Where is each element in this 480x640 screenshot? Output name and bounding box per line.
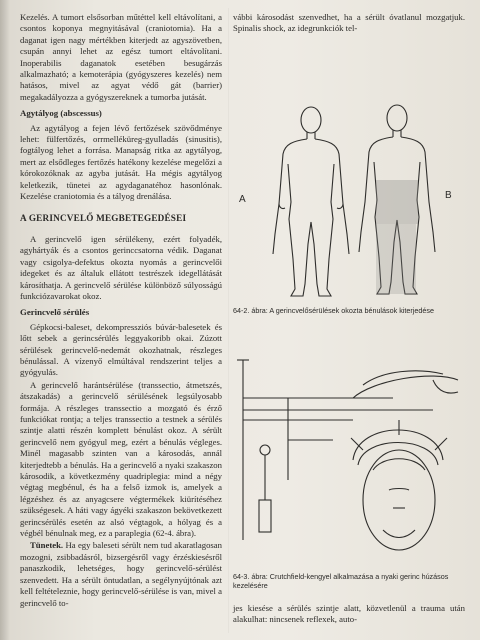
page-fold-shadow — [0, 0, 10, 640]
tunetek-text: Ha egy baleseti sérült nem tud akaratlagosan mozogni, zsibbadásról, bizsergésről vagy érzéskiesésről panaszkodik, lehetséges, hogy gerincvelő-sérülést szenvedett. Ha a sérült öntudatlan, a segélynyújtónak azt kell feltételeznie, hogy gerincvelő-sérülése is van, mivel a gerincvelő to- — [20, 540, 222, 608]
paragraph-right-bottom: jes kiesése a sérülés szintje alatt, közvetlenül a trauma után alakulhat: nincsenek reflexek, auto- — [233, 603, 465, 625]
paragraph-serules-1: Gépkocsi-baleset, dekompressziós búvár-balesetek és lőtt sebek a gerincsérülés leggyakoribb okai. Zúzott sérülések gerincvelő-nedemát okozhatnak, részleges bénulással. A vízenyő elmúltával rendszerint teljes a gyógyulás. — [20, 321, 222, 378]
traction-illustration — [233, 340, 465, 570]
paragraph-gerincvelo: A gerincvelő igen sérülékeny, ezért folyadék, agyhártyák és a csontos gerinccsatorna védik. Daganat vagy csigolya-defektus okozta nyomás a gerincvelői idegeket és az általuk ellátott testrészek idegellátását károsíthatja. A gerincvelő sérülése különböző súlyosságú funkciózavarokat okoz. — [20, 233, 222, 301]
paragraph-agytalyog: Az agytályog a fejen lévő fertőzések szövődménye lehet: fülfertőzés, orrmelléküreg-gyulladás (sinusitis), fogtályog lehet a forrása. Manapság ritka az agytályog, mert az elsődleges fertőzés hatékony kezelése megelőzi a kórokozóknak az agyba jutását. Ha mégis agytályog keletkezik, tünetei az agydaganatéhoz hasonlónak. Kezelése craniotomia és a tályog drenálása. — [20, 122, 222, 202]
figure-caption-64-2: 64-2. ábra: A gerincvelősérülések okozta bénulások kiterjedése — [233, 306, 434, 315]
body-outline-a — [273, 107, 349, 296]
shaded-region-b — [376, 180, 418, 224]
left-column — [20, 12, 222, 610]
section-heading-gerincvelo: A GERINCVELŐ MEGBETEGEDÉSEI — [20, 212, 187, 223]
column-gutter — [228, 8, 229, 633]
label-b: B — [445, 190, 452, 201]
figure-crutchfield-traction — [233, 340, 465, 590]
figure-paralysis-extent — [233, 84, 465, 315]
figure-caption-64-3: 64-3. ábra: Crutchfield-kengyel alkalmazása a nyaki gerinc húzásos kezelésére — [233, 572, 449, 590]
tunetek-label: Tünetek. — [30, 540, 64, 551]
paragraph-right-top: vábbi károsodást szenvedhet, ha a sérült óvatlanul mozgatjuk. Spinalis shock, az idegrunkciók tel- — [233, 12, 465, 34]
label-a: A — [239, 194, 246, 205]
paragraph-serules-2: A gerincvelő harántsérülése (transsectio, átmetszés, átszakadás) a gerincvelő sérülésének legsúlyosabb formája. A részleges transsectio a mozgató és érző funkciókat rontja; a teljes transsectio a testnek a sérülés szintje alatti részén komplett bénulást okoz. A sérült gerincvelő nem gyógyul meg, ezért a bénulás végleges. Minél magasabb szinten van a károsodás, annál kiterjedtebb a bénulás. Ha a gerincvelő a nyaki szakaszon károsodik, a következmény quadriplegia: mind a négy végtag megbénul, és ha a felső izmok is, amelyek a légzéshez és az anyagcsere végtermékek kiürítéséhez szükségesek. A háti vagy ágyéki szakaszon bekövetkezett gerincsérülés esetén az alsó végtagok, a hólyag és a végbél bénulnak meg, ez a paraplegia (62-4. ábra). — [20, 379, 222, 539]
right-column-top-text — [233, 12, 465, 35]
right-column-bottom-text — [233, 603, 465, 626]
shaded-legs-b — [376, 224, 416, 294]
paragraph-kezeles: Kezelés. A tumort elsősorban műtéttel kell eltávolítani, a csontos koponya megnyitásával (craniotomia). Ha a daganat igen nagy mértékben kiterjedt az agyszövetben, csupán annyi lehet az egész tumort eltávolítani. Inoperabilis daganatok esetében besugárzás alkalmazható; a kemoterápia (gyógyszeres kezelés) nem hatásos, mivel az agyat védő gát (barrier) megakadályozza a gyógyszereknek a tumorba jutását. — [20, 12, 222, 102]
body-outline-figure — [233, 84, 465, 304]
paragraph-tunetek — [20, 540, 222, 608]
heading-gerincvelo-serules: Gerincvelő sérülés — [20, 307, 90, 318]
heading-agytalyog: Agytályog (abscessus) — [20, 108, 102, 119]
